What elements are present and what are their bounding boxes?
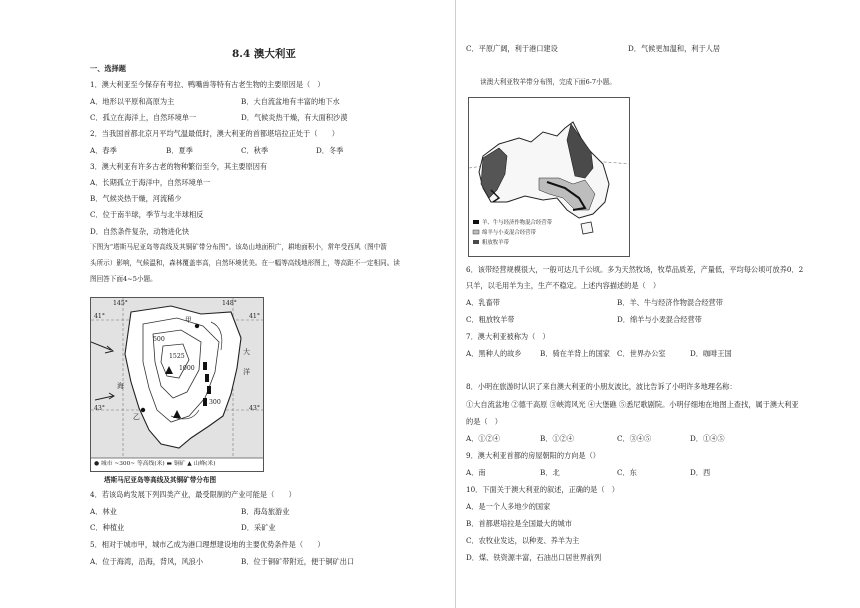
q10-option-c: C．农牧业发达，以种麦、养羊为主 bbox=[466, 536, 580, 545]
q7-option-a: A．黑种人的故乡 bbox=[466, 349, 522, 358]
map-lat-43-right: 43° bbox=[249, 405, 260, 412]
q8-option-a: A．①②④ bbox=[466, 434, 500, 443]
tasmania-map bbox=[90, 297, 264, 472]
question-2: 2．当我国首都北京月平均气温最低时，澳大利亚的首都堪培拉正处于（ ） bbox=[90, 129, 339, 138]
question-9: 9．澳大利亚首都的房屋朝阳的方向是（） bbox=[466, 451, 600, 460]
q4-option-a: A．林业 bbox=[90, 507, 117, 516]
q8-option-c: C．③④⑤ bbox=[617, 434, 652, 443]
q5-option-c: C．平原广阔，利于港口建设 bbox=[466, 44, 558, 53]
contour-300: 300 bbox=[209, 399, 221, 406]
q5-option-d: D．气候更加温和，利于人居 bbox=[628, 44, 721, 53]
q1-option-c: C．孤立在海洋上，自然环境单一 bbox=[90, 113, 197, 122]
question-1: 1．澳大利亚至今保存有考拉、鸭嘴兽等特有古老生物的主要原因是（ ） bbox=[90, 80, 325, 89]
q2-option-d: D．冬季 bbox=[316, 146, 344, 155]
q6-option-c: C．粗放牧羊带 bbox=[466, 315, 515, 324]
q6-option-a: A．乳畜带 bbox=[466, 298, 500, 307]
q5-option-b: B．位于铜矿带附近，便于铜矿出口 bbox=[241, 557, 355, 566]
question-7: 7．澳大利亚被称为（ ） bbox=[466, 332, 550, 341]
q4-option-b: B．海岛旅游业 bbox=[241, 507, 290, 516]
q1-option-b: B．大自流盆地有丰富的地下水 bbox=[241, 97, 340, 106]
question-10: 10．下面关于澳大利亚的叙述，正确的是（ ） bbox=[466, 485, 619, 494]
question-4: 4．若该岛屿发展下列四类产业，最受限制的产业可能是（ ） bbox=[90, 490, 296, 499]
city-jia: 甲 bbox=[185, 316, 192, 324]
city-yi: 乙 bbox=[133, 413, 140, 421]
australia-sheep-map bbox=[468, 97, 630, 257]
map-lat-43-left: 43° bbox=[94, 405, 105, 412]
q10-option-b: B．首都堪培拉是全国最大的城市 bbox=[466, 519, 572, 528]
map-lon-148: 148° bbox=[222, 300, 237, 307]
q4-option-d: D．采矿业 bbox=[241, 523, 276, 532]
q8-option-b: B．①②④ bbox=[540, 434, 575, 443]
q6-option-b: B．羊、牛与经济作物混合经营带 bbox=[617, 298, 723, 307]
label-yang: 洋 bbox=[243, 368, 250, 376]
intro-line-3: 图回答下面4~5小题。 bbox=[90, 275, 157, 283]
q3-option-a: A．长期孤立于海洋中，自然环境单一 bbox=[90, 178, 211, 187]
q3-option-b: B．气候炎热干燥，河流稀少 bbox=[90, 194, 182, 203]
intro-6-7: 读澳大利亚牧羊带分布图，完成下面6-7小题。 bbox=[480, 78, 616, 86]
map-caption: 塔斯马尼亚岛等高线及其铜矿带分布图 bbox=[104, 476, 217, 484]
contour-500: 500 bbox=[153, 336, 165, 343]
q1-option-a: A．地形以平原和高原为主 bbox=[90, 97, 175, 106]
q3-option-d: D．自然条件复杂，动物进化快 bbox=[90, 227, 190, 236]
question-5: 5．相对于城市甲，城市乙成为港口理想建设地的主要优势条件是（ ） bbox=[90, 540, 325, 549]
q1-option-d: D．气候炎热干燥，有大面积沙漠 bbox=[241, 113, 348, 122]
question-6-line-2: 只羊，以毛用羊为主，生产不稳定。上述内容描述的是（ ） bbox=[466, 281, 661, 290]
column-divider bbox=[455, 0, 456, 608]
intro-line-1: 下图为“塔斯马尼亚岛等高线及其铜矿带分布图”。该岛山地面积广，耕地面积小，常年受西风（图中箭 bbox=[90, 243, 387, 251]
q9-option-d: D．西 bbox=[690, 468, 711, 477]
q3-option-c: C．位于南半球，季节与北半球相反 bbox=[90, 210, 204, 219]
q7-option-c: C．世界办公室 bbox=[617, 349, 666, 358]
q10-option-a: A．是一个人多地少的国家 bbox=[466, 502, 551, 511]
legend-mixed-cattle: 羊、牛与经济作物混合经营带 bbox=[482, 220, 553, 226]
label-da: 大 bbox=[243, 348, 250, 356]
section-heading: 一、选择题 bbox=[90, 64, 126, 73]
question-8-line-3: 的是（ ） bbox=[466, 417, 502, 426]
q8-option-d: D．①④⑤ bbox=[690, 434, 725, 443]
q2-option-c: C．秋季 bbox=[241, 146, 269, 155]
q4-option-c: C．种植业 bbox=[90, 523, 125, 532]
q6-option-d: D．绵羊与小麦混合经营带 bbox=[617, 315, 702, 324]
question-8-line-1: 8．小明在旅游时认识了来自澳大利亚的小朋友波比，波比告诉了小明许多地理名称： bbox=[466, 382, 737, 391]
intro-line-2: 头所示）影响，气候温和，森林覆盖率高，自然环境优美。在一幅等高线地形图上，等高距不一定相同。读 bbox=[90, 259, 400, 267]
label-hai: 海 bbox=[117, 382, 124, 390]
q5-option-a: A．位于海湾，沿海，背风，风浪小 bbox=[90, 557, 204, 566]
question-8-line-2: ①大自流盆地 ②德干高原 ③峡湾风光 ④大堡礁 ⑤悉尼歌剧院。小明仔细地在地图上查找，属于澳大利亚 bbox=[466, 400, 799, 409]
q9-option-c: C．东 bbox=[617, 468, 637, 477]
q9-option-b: B．北 bbox=[540, 468, 560, 477]
map-lat-41-right: 41° bbox=[249, 313, 260, 320]
page-title: 8.4 澳大利亚 bbox=[232, 48, 296, 60]
question-3: 3．澳大利亚有许多古老的物种繁衍至今，其主要原因有 bbox=[90, 162, 268, 171]
contour-1525: 1525 bbox=[169, 353, 185, 360]
q10-option-d: D．煤、铁资源丰富，石油出口居世界前列 bbox=[466, 553, 602, 562]
map-legend: ● 城市 ~300~ 等高线(米) ▬ 铜矿 ▲ 山峰(米) bbox=[94, 461, 216, 467]
legend-sheep-wheat: 绵羊与小麦混合经营带 bbox=[482, 230, 536, 236]
question-6-line-1: 6．该带经营规模很大，一般可达几千公顷。多为天然牧场，牧草品质差，产量低，平均每公顷可放养0．2 bbox=[466, 265, 804, 274]
q7-option-b: B．骑在羊背上的国家 bbox=[540, 349, 610, 358]
map-lat-41-left: 41° bbox=[94, 313, 105, 320]
q9-option-a: A．南 bbox=[466, 468, 486, 477]
q7-option-d: D．咖啡王国 bbox=[690, 349, 732, 358]
q2-option-a: A．春季 bbox=[90, 146, 117, 155]
contour-1000: 1000 bbox=[179, 365, 195, 372]
legend-extensive-sheep: 粗放牧羊带 bbox=[482, 240, 509, 246]
map-lon-145: 145° bbox=[113, 300, 128, 307]
q2-option-b: B．夏季 bbox=[166, 146, 193, 155]
